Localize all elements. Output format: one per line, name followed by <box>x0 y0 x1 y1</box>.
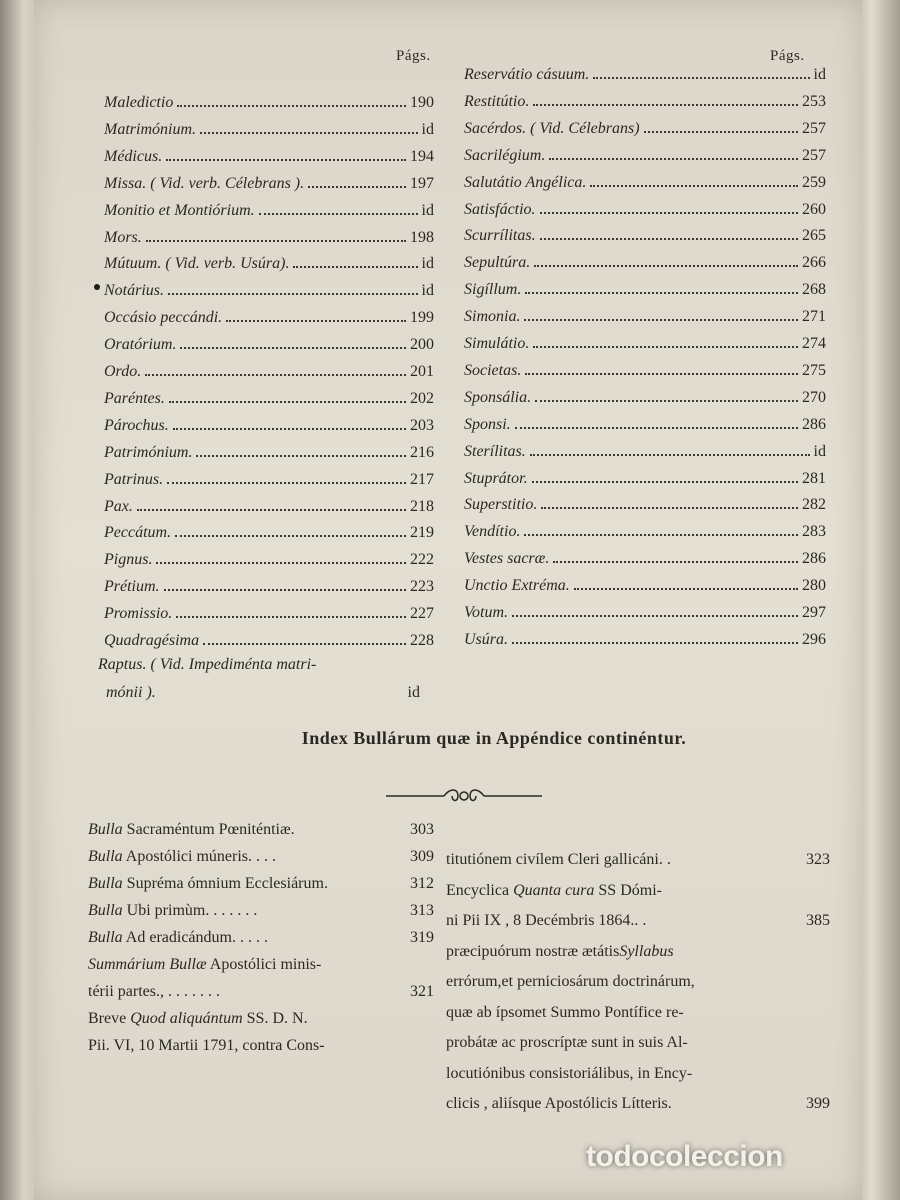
dot-leader <box>644 131 798 133</box>
dot-leader <box>533 104 798 106</box>
bull-text-text: titutiónem civílem Cleri gallicáni. . <box>446 851 671 868</box>
right-entry-name: Stuprátor. <box>464 469 528 487</box>
left-entry <box>104 440 434 466</box>
right-entry-page: 259 <box>802 173 826 191</box>
right-entry-page: 286 <box>802 415 826 433</box>
left-entry <box>104 90 434 116</box>
bull-line-left <box>88 980 434 1004</box>
book-page <box>34 0 862 1200</box>
left-entry-page: 228 <box>410 632 434 649</box>
left-entry <box>104 171 434 197</box>
dot-leader <box>524 534 798 536</box>
left-entry-page: 227 <box>410 605 434 623</box>
right-entry <box>464 170 826 196</box>
bull-line-right <box>446 1062 830 1086</box>
right-entry-name: Sepultúra. <box>464 254 531 272</box>
dot-leader <box>512 642 798 644</box>
left-entry-page: 223 <box>410 578 434 596</box>
bull-line-right <box>446 1092 830 1116</box>
left-entry-name: Mútuum. ( Vid. verb. Usúra). <box>104 255 290 273</box>
dot-leader <box>524 319 798 321</box>
left-entry-name: Oratórium. <box>104 336 177 354</box>
left-entry-name: Patrimónium. <box>104 443 193 461</box>
left-entry-name: Pax. <box>104 497 133 515</box>
bull-line-right <box>446 848 830 872</box>
left-entry-page: 219 <box>410 524 434 542</box>
bull-italic-text: Summárium Bullæ <box>88 956 207 973</box>
right-entry-name: Sigíllum. <box>464 281 522 299</box>
right-entry-name: Sterílitas. <box>464 442 526 460</box>
dot-leader <box>169 401 406 403</box>
right-entry <box>464 492 826 518</box>
bulls-index-title: Index Bullárum quæ in Appéndice continéntur. <box>301 728 687 748</box>
left-entry-name: Paréntes. <box>104 389 165 407</box>
right-entry-name: Superstitio. <box>464 496 538 514</box>
right-entry-page: 260 <box>802 200 826 218</box>
right-entry <box>464 62 826 88</box>
left-entry-name: Ordo. <box>104 363 142 380</box>
bull-page-number: 313 <box>410 902 434 919</box>
left-entry-name: Monitio et Montiórium. <box>104 201 255 219</box>
bull-text-text: ni Pii IX , 8 Decémbris 1864.. . <box>446 912 647 929</box>
dot-leader <box>177 105 406 107</box>
right-entry-page: 282 <box>802 496 826 514</box>
dot-leader <box>168 293 418 295</box>
dot-leader <box>512 615 798 617</box>
left-entry-name: Párochus. <box>104 416 169 434</box>
left-entry-name: Prétium. <box>104 578 160 596</box>
left-entry <box>104 601 434 627</box>
bull-line-right <box>446 1031 830 1055</box>
right-entry <box>464 439 826 465</box>
right-entry <box>464 358 826 384</box>
bull-text-text: Supréma ómnium Ecclesiárum. <box>122 875 328 892</box>
bull-italic-text: Quanta cura <box>513 881 595 899</box>
left-entry-name: Promissio. <box>104 605 173 623</box>
left-entry-name: Notárius. <box>104 282 165 300</box>
left-entry-page: 203 <box>410 416 434 434</box>
bull-text-text: Pii. VI, 10 Martii 1791, contra Cons- <box>88 1037 325 1054</box>
right-entry-page: 257 <box>802 119 826 137</box>
right-entry <box>464 385 826 411</box>
bull-italic-text: Quod aliquántum <box>130 1010 243 1027</box>
dot-leader <box>164 589 406 591</box>
left-entry <box>104 332 434 358</box>
dot-leader <box>534 265 798 267</box>
right-entry-name: Sacrilégium. <box>464 146 546 164</box>
dot-leader <box>226 320 406 322</box>
bull-text-text: præcipuórum nostræ ætátis <box>446 942 620 960</box>
left-entry-name: Matrimónium. <box>104 120 196 138</box>
right-entry-page: 280 <box>802 577 826 595</box>
right-entry <box>464 116 826 142</box>
bull-page-number: 385 <box>806 912 830 929</box>
right-entry-name: Satisfáctio. <box>464 200 536 218</box>
right-entry-name: Vendítio. <box>464 523 521 541</box>
bull-text-text: Ubi primùm. . . . . . . <box>122 902 258 919</box>
dot-leader <box>146 240 406 242</box>
right-entry <box>464 600 826 626</box>
right-entry-name: Usúra. <box>464 630 509 648</box>
right-entry <box>464 519 826 545</box>
right-entry <box>464 331 826 357</box>
left-entry <box>104 413 434 439</box>
right-entry <box>464 197 826 223</box>
right-entry-name: Simonia. <box>464 308 521 326</box>
bull-text-text: probátæ ac proscríptæ sunt in suis Al- <box>446 1034 688 1051</box>
left-entry <box>104 359 434 385</box>
right-entry-name: Vestes sacræ. <box>464 550 550 568</box>
left-entry-name: Occásio peccándi. <box>104 309 223 327</box>
left-entry-page: 194 <box>410 147 434 165</box>
dot-leader <box>535 400 798 402</box>
ornament-divider <box>384 784 544 808</box>
bull-line-left <box>88 845 434 869</box>
dot-leader <box>293 266 417 268</box>
left-entry-page: 222 <box>410 551 434 569</box>
bull-text-text: Breve <box>88 1010 131 1027</box>
left-pags-header: Págs. <box>396 48 431 64</box>
left-entry <box>104 386 434 412</box>
bull-italic-text: Bulla <box>88 929 123 946</box>
right-entry-page: 253 <box>802 92 826 110</box>
left-entry-name: Mors. <box>104 228 142 246</box>
bull-line-left <box>88 953 434 977</box>
watermark-logo: todocoleccion <box>586 1140 783 1173</box>
bull-italic-text: Syllabus <box>619 942 674 960</box>
right-entry-page: 275 <box>802 361 826 379</box>
left-entry-page: 217 <box>410 470 434 488</box>
right-entry-page: 257 <box>802 146 826 164</box>
left-entry <box>104 574 434 600</box>
left-entry-page: 201 <box>410 363 434 380</box>
left-entry-name: Médicus. <box>104 147 163 165</box>
left-entry-page: 199 <box>410 309 434 327</box>
left-entry <box>104 628 434 654</box>
right-entry <box>464 304 826 330</box>
raptus-page: id <box>407 684 420 701</box>
left-entry <box>104 305 434 331</box>
bull-line-left <box>88 1007 434 1031</box>
dot-leader <box>530 454 810 456</box>
left-entry <box>104 547 434 573</box>
left-entry-name: Missa. ( Vid. verb. Célebrans ). <box>104 174 305 192</box>
left-entry <box>104 520 434 546</box>
bull-text-text: Sacraméntum Pœniténtiæ. <box>122 821 295 838</box>
bull-text-text: Ad eradicándum. . . . . <box>122 929 268 946</box>
right-entry <box>464 89 826 115</box>
bull-text-text: Apostólici múneris. . . . <box>122 848 276 865</box>
bull-line-right <box>446 940 830 964</box>
right-entry <box>464 277 826 303</box>
right-entry <box>464 223 826 249</box>
dot-leader <box>200 132 418 134</box>
bull-line-right <box>446 1001 830 1025</box>
margin-bullet-mark <box>94 284 100 290</box>
bull-page-number: 312 <box>410 875 434 892</box>
left-entry-name: Maledictio <box>104 94 174 111</box>
dot-leader <box>593 77 809 79</box>
right-entry-name: Salutátio Angélica. <box>464 173 587 191</box>
right-entry-page: 270 <box>802 388 826 406</box>
dot-leader <box>173 428 406 430</box>
right-entry-page: 283 <box>802 523 826 541</box>
dot-leader <box>553 561 798 563</box>
right-entry <box>464 412 826 438</box>
left-entry-page: 198 <box>410 228 434 246</box>
dot-leader <box>532 481 798 483</box>
dot-leader <box>549 158 798 160</box>
left-entry-page: 197 <box>410 174 434 192</box>
left-entry <box>104 251 434 277</box>
bull-line-left <box>88 926 434 950</box>
right-entry-name: Sponsi. <box>464 415 511 433</box>
right-entry <box>464 627 826 653</box>
left-entry <box>104 494 434 520</box>
dot-leader <box>525 373 798 375</box>
left-entry <box>104 467 434 493</box>
bull-line-right <box>446 879 830 903</box>
bull-page-number: 323 <box>806 851 830 868</box>
dot-leader <box>540 238 798 240</box>
bull-italic-text: Bulla <box>88 902 123 919</box>
dot-leader <box>590 185 798 187</box>
right-entry-page: 265 <box>802 227 826 245</box>
right-entry-page: 274 <box>802 335 826 352</box>
left-entry-name: Quadragésima <box>104 632 200 649</box>
right-entry-page: 297 <box>802 604 826 621</box>
dot-leader <box>176 616 406 618</box>
bull-line-right <box>446 970 830 994</box>
left-entry <box>104 144 434 170</box>
bull-text-text: clicis , aliísque Apostólicis Lítteris. <box>446 1095 672 1112</box>
right-entry-page: 286 <box>802 550 826 568</box>
dot-leader <box>196 455 406 457</box>
right-entry <box>464 573 826 599</box>
dot-leader <box>533 346 798 348</box>
right-entry-name: Unctio Extréma. <box>464 577 570 595</box>
raptus-line-1 <box>98 652 316 678</box>
left-entry-page: 202 <box>410 389 434 407</box>
dot-leader <box>308 186 406 188</box>
right-entry-name: Sacérdos. ( Vid. Célebrans) <box>464 119 640 137</box>
bull-italic-text: Bulla <box>88 821 123 838</box>
left-entry-name: Pignus. <box>104 551 153 569</box>
bull-text-text: SS. D. N. <box>242 1010 308 1027</box>
left-entry-page: id <box>421 201 434 219</box>
left-entry-name: Peccátum. <box>104 524 172 542</box>
left-entry-name: Patrinus. <box>104 470 164 488</box>
left-entry-page: 216 <box>410 443 434 461</box>
right-pags-header: Págs. <box>770 48 805 64</box>
bull-text-text: térii partes., . . . . . . . <box>88 983 220 1000</box>
bull-text-text: errórum,et perniciosárum doctrinárum, <box>446 973 695 990</box>
bull-page-number: 309 <box>410 848 434 865</box>
right-entry-name: Sponsália. <box>464 388 532 406</box>
dot-leader <box>145 374 406 376</box>
right-entry-page: 281 <box>802 469 826 487</box>
bull-text-text: SS Dómi- <box>594 881 662 899</box>
left-entry <box>104 117 434 143</box>
right-entry <box>464 466 826 492</box>
right-entry-page: 266 <box>802 254 826 272</box>
right-entry-name: Restitútio. <box>464 92 530 110</box>
left-entry-page: 218 <box>410 497 434 515</box>
bull-text-text: Encyclica <box>446 881 514 899</box>
bull-italic-text: Bulla <box>88 875 123 892</box>
left-entry-page: 200 <box>410 336 434 354</box>
left-entry <box>104 198 434 224</box>
right-entry-name: Simulátio. <box>464 335 530 352</box>
bull-text-text: quæ ab ípsomet Summo Pontífice re- <box>446 1003 684 1021</box>
right-entry-page: 268 <box>802 281 826 299</box>
left-entry-page: id <box>421 255 434 273</box>
bull-line-right <box>446 909 830 933</box>
bull-page-number: 321 <box>410 983 434 1000</box>
right-entry-name: Votum. <box>464 604 508 621</box>
dot-leader <box>574 588 798 590</box>
right-entry-page: 271 <box>802 308 826 326</box>
dot-leader <box>167 482 406 484</box>
dot-leader <box>203 643 406 645</box>
left-entry-page: id <box>421 282 434 300</box>
dot-leader <box>540 212 798 214</box>
left-entry <box>104 278 434 304</box>
dot-leader <box>180 347 406 349</box>
dot-leader <box>137 509 406 511</box>
right-entry-page: 296 <box>802 630 826 648</box>
right-entry-page: id <box>813 66 826 83</box>
dot-leader <box>175 535 406 537</box>
right-entry <box>464 143 826 169</box>
dot-leader <box>166 159 406 161</box>
dot-leader <box>525 292 798 294</box>
right-entry <box>464 250 826 276</box>
left-entry-page: 190 <box>410 94 434 111</box>
left-entry <box>104 225 434 251</box>
right-entry <box>464 546 826 572</box>
bull-page-number: 303 <box>410 821 434 838</box>
raptus-line-2 <box>106 680 432 706</box>
dot-leader <box>541 507 798 509</box>
dot-leader <box>156 562 406 564</box>
left-entry-page: id <box>421 120 434 138</box>
bull-text-text: locutiónibus consistoriálibus, in Ency- <box>446 1064 693 1082</box>
bull-line-left <box>88 1034 434 1058</box>
bull-text-text: Apostólici minis- <box>206 956 322 973</box>
raptus-text-1: Raptus. ( Vid. Impediménta matri- <box>98 656 317 673</box>
right-entry-name: Scurrílitas. <box>464 227 536 245</box>
bull-line-left <box>88 899 434 923</box>
bull-page-number: 399 <box>806 1095 830 1112</box>
bull-line-left <box>88 872 434 896</box>
bull-page-number: 319 <box>410 929 434 946</box>
dot-leader <box>259 213 418 215</box>
raptus-text-2: mónii ). <box>106 684 156 701</box>
right-entry-name: Societas. <box>464 361 522 379</box>
right-entry-name: Reservátio cásuum. <box>464 66 590 83</box>
bull-line-left <box>88 818 434 842</box>
right-entry-page: id <box>813 442 826 460</box>
bull-italic-text: Bulla <box>88 848 123 865</box>
dot-leader <box>515 427 798 429</box>
